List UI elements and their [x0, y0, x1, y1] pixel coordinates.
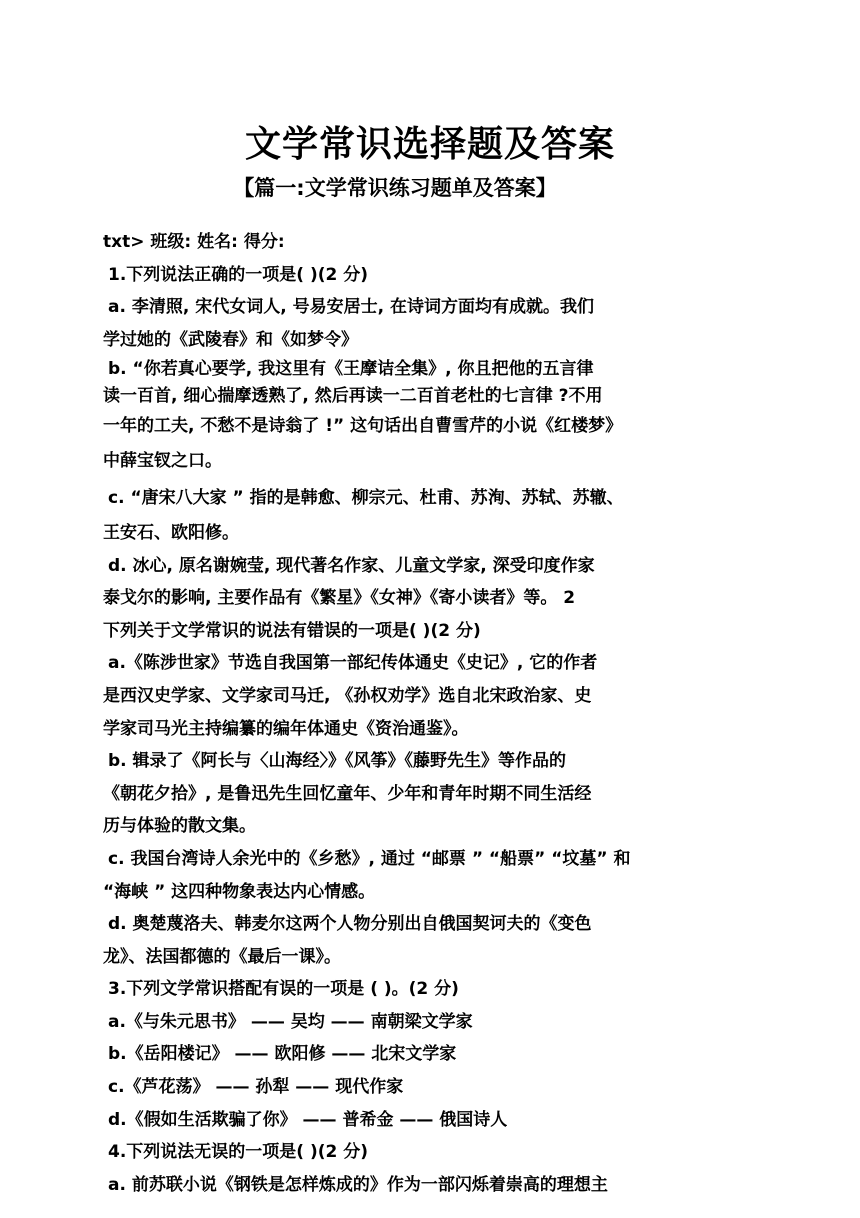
document-subtitle: 【篇一:文学常识练习题单及答案】 [233, 176, 557, 200]
question-3: 3.下列文学常识搭配有误的一项是 ( )。(2 分) [108, 979, 459, 1000]
q3-option-b: b.《岳阳楼记》 —— 欧阳修 —— 北宋文学家 [108, 1044, 457, 1065]
q2-option-b-cont: 《朝花夕拾》, 是鲁迅先生回忆童年、少年和青年时期不同生活经 [103, 783, 592, 804]
q1-option-a-cont: 学过她的《武陵春》和《如梦令》 [103, 329, 358, 350]
q1-option-b-cont: 一年的工夫, 不愁不是诗翁了 !” 这句话出自曹雪芹的小说《红楼梦》 [103, 416, 623, 437]
q2-option-b-cont: 历与体验的散文集。 [103, 816, 256, 837]
q2-option-a: a.《陈涉世家》节选自我国第一部纪传体通史《史记》, 它的作者 [108, 653, 598, 674]
question-1: 1.下列说法正确的一项是( )(2 分) [108, 264, 369, 285]
q2-option-b: b. 辑录了《阿长与〈山海经〉》《风筝》《藤野先生》等作品的 [108, 751, 567, 772]
q3-option-a: a.《与朱元思书》 —— 吴均 —— 南朝梁文学家 [108, 1011, 473, 1032]
q2-option-a-cont: 学家司马光主持编纂的编年体通史《资治通鉴》。 [103, 718, 469, 739]
q2-option-a-cont: 是西汉史学家、文学家司马迁, 《孙权劝学》选自北宋政治家、史 [103, 685, 592, 706]
q2-option-d: d. 奥楚蔑洛夫、韩麦尔这两个人物分别出自俄国契诃夫的《变色 [108, 914, 592, 935]
q3-option-d: d.《假如生活欺骗了你》 —— 普希金 —— 俄国诗人 [108, 1109, 508, 1130]
q1-option-c: c. “唐宋八大家 ” 指的是韩愈、柳宗元、杜甫、苏洵、苏轼、苏辙、 [108, 487, 624, 508]
question-2: 下列关于文学常识的说法有错误的一项是( )(2 分) [103, 620, 481, 641]
q1-option-b-cont: 读一百首, 细心揣摩透熟了, 然后再读一二百首老杜的七言律 ?不用 [103, 386, 603, 407]
q2-option-c: c. 我国台湾诗人余光中的《乡愁》, 通过 “邮票 ” “船票” “坟墓” 和 [108, 848, 631, 869]
q1-option-d-cont: 泰戈尔的影响, 主要作品有《繁星》《女神》《寄小读者》等。 2 [103, 588, 576, 609]
q2-option-c-cont: “海峡 ” 这四种物象表达内心情感。 [103, 881, 376, 902]
q2-option-d-cont: 龙》、法国都德的《最后一课》。 [103, 946, 341, 967]
q1-option-a: a. 李清照, 宋代女词人, 号易安居士, 在诗词方面均有成就。我们 [108, 297, 594, 318]
q1-option-d: d. 冰心, 原名谢婉莹, 现代著名作家、儿童文学家, 深受印度作家 [108, 555, 595, 576]
document-body [103, 226, 743, 1201]
question-4: 4.下列说法无误的一项是( )(2 分) [108, 1142, 369, 1163]
q4-option-a: a. 前苏联小说《钢铁是怎样炼成的》作为一部闪烁着崇高的理想主 [108, 1174, 608, 1195]
header-line: txt> 班级: 姓名: 得分: [103, 232, 285, 252]
q3-option-c: c.《芦花荡》 —— 孙犁 —— 现代作家 [108, 1077, 404, 1098]
document-title: 文学常识选择题及答案 [244, 124, 615, 165]
q1-option-b: b. “你若真心要学, 我这里有《王摩诘全集》, 你且把他的五言律 [108, 359, 594, 380]
q1-option-b-cont: 中薛宝钗之口。 [103, 450, 222, 471]
q1-option-c-cont: 王安石、欧阳修。 [103, 522, 239, 543]
